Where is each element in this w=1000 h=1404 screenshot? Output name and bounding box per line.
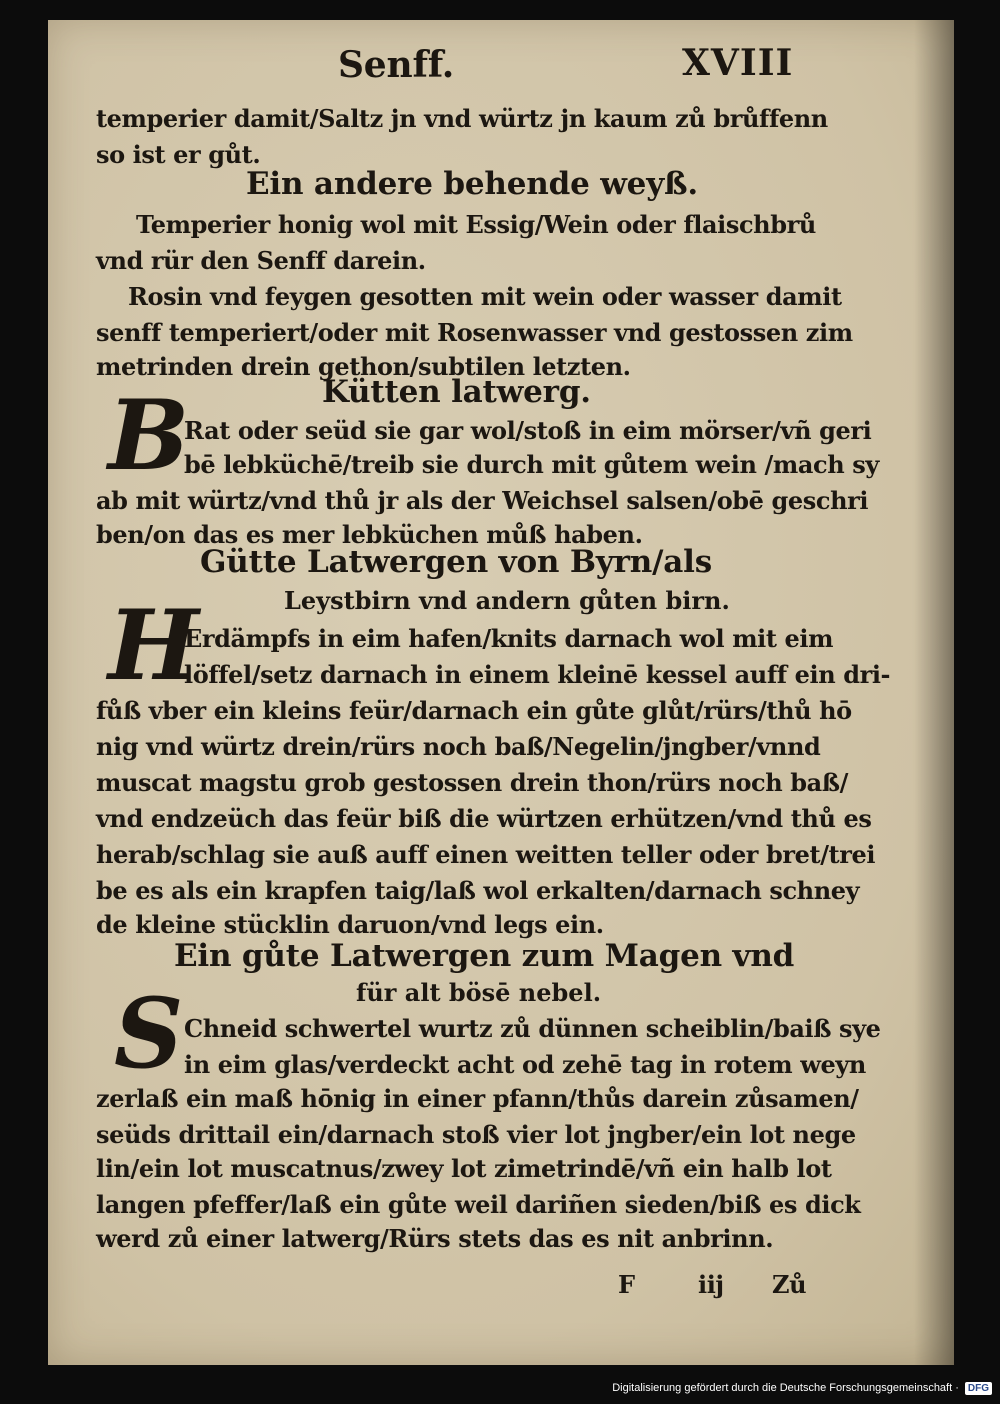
text-line: muscat magstu grob gestossen drein thon/rürs noch baß/ [96, 768, 849, 797]
running-title: Senff. [338, 44, 455, 86]
text-line: werd zů einer latwerg/Rürs stets das es nit anbrinn. [96, 1224, 774, 1253]
text-line: so ist er gůt. [96, 140, 261, 169]
digitization-footer [612, 1378, 992, 1398]
catchword: Zů [772, 1270, 807, 1299]
decorated-initial: B [108, 379, 190, 492]
text-line: herab/schlag sie auß auff einen weitten teller oder bret/trei [96, 840, 876, 869]
text-line: Rosin vnd feygen gesotten mit wein oder wasser damit [128, 282, 842, 311]
section-heading: Ein gůte Latwergen zum Magen vnd [174, 938, 795, 974]
text-line: Temperier honig wol mit Essig/Wein oder flaischbrů [136, 210, 816, 239]
text-line: Chneid schwertel wurtz zů dünnen scheiblin/baiß sye [184, 1014, 881, 1043]
text-line: langen pfeffer/laß ein gůte weil dariñen sieden/biß es dick [96, 1190, 861, 1219]
text-line: vnd rür den Senff darein. [96, 246, 426, 275]
text-line: Erdämpfs in eim hafen/knits darnach wol mit eim [184, 624, 834, 653]
text-line: metrinden drein gethon/subtilen letzten. [96, 352, 631, 381]
section-subheading: Leystbirn vnd andern gůten birn. [284, 586, 730, 615]
text-line: ab mit würtz/vnd thů jr als der Weichsel salsen/obē geschri [96, 486, 869, 515]
signature-mark: F [618, 1270, 635, 1299]
text-line: temperier damit/Saltz jn vnd würtz jn kaum zů brůffenn [96, 104, 828, 133]
text-line: vnd endzeüch das feür biß die würtzen erhützen/vnd thů es [96, 804, 872, 833]
signature-number: iij [698, 1270, 724, 1299]
section-subheading: für alt bösē nebel. [356, 978, 602, 1007]
book-page [48, 20, 954, 1365]
text-line: ben/on das es mer lebküchen můß haben. [96, 520, 643, 549]
section-heading: Ein andere behende weyß. [246, 166, 698, 202]
section-heading: Gütte Latwergen von Byrn/als [200, 544, 712, 580]
text-line: Rat oder seüd sie gar wol/stoß in eim mörser/vñ geri [184, 416, 872, 445]
page-edge-shadow [914, 20, 954, 1365]
text-line: seüds drittail ein/darnach stoß vier lot jngber/ein lot nege [96, 1120, 856, 1149]
text-line: in eim glas/verdeckt acht od zehē tag in rotem weyn [184, 1050, 866, 1079]
text-line: fůß vber ein kleins feür/darnach ein gůte glůt/rürs/thů hō [96, 696, 852, 725]
text-line: nig vnd würtz drein/rürs noch baß/Negelin/jngber/vnnd [96, 732, 821, 761]
text-line: lin/ein lot muscatnus/zwey lot zimetrindē/vñ ein halb lot [96, 1154, 832, 1183]
text-line: senff temperiert/oder mit Rosenwasser vnd gestossen zim [96, 318, 853, 347]
funding-credit: Digitalisierung gefördert durch die Deutsche Forschungsgemeinschaft · [612, 1382, 959, 1394]
dfg-logo: DFG [965, 1382, 992, 1395]
text-line: löffel/setz darnach in einem kleinē kessel auff ein dri- [184, 660, 891, 689]
text-line: bē lebküchē/treib sie durch mit gůtem wein /mach sy [184, 450, 879, 479]
section-heading: Kütten latwerg. [322, 374, 591, 410]
text-line: be es als ein krapfen taig/laß wol erkalten/darnach schney [96, 876, 860, 905]
decorated-initial: H [108, 589, 199, 702]
decorated-initial: S [114, 977, 184, 1090]
text-line: zerlaß ein maß hōnig in einer pfann/thůs darein zůsamen/ [96, 1084, 859, 1113]
text-line: de kleine stücklin daruon/vnd legs ein. [96, 910, 604, 939]
folio-number: XVIII [682, 42, 794, 84]
